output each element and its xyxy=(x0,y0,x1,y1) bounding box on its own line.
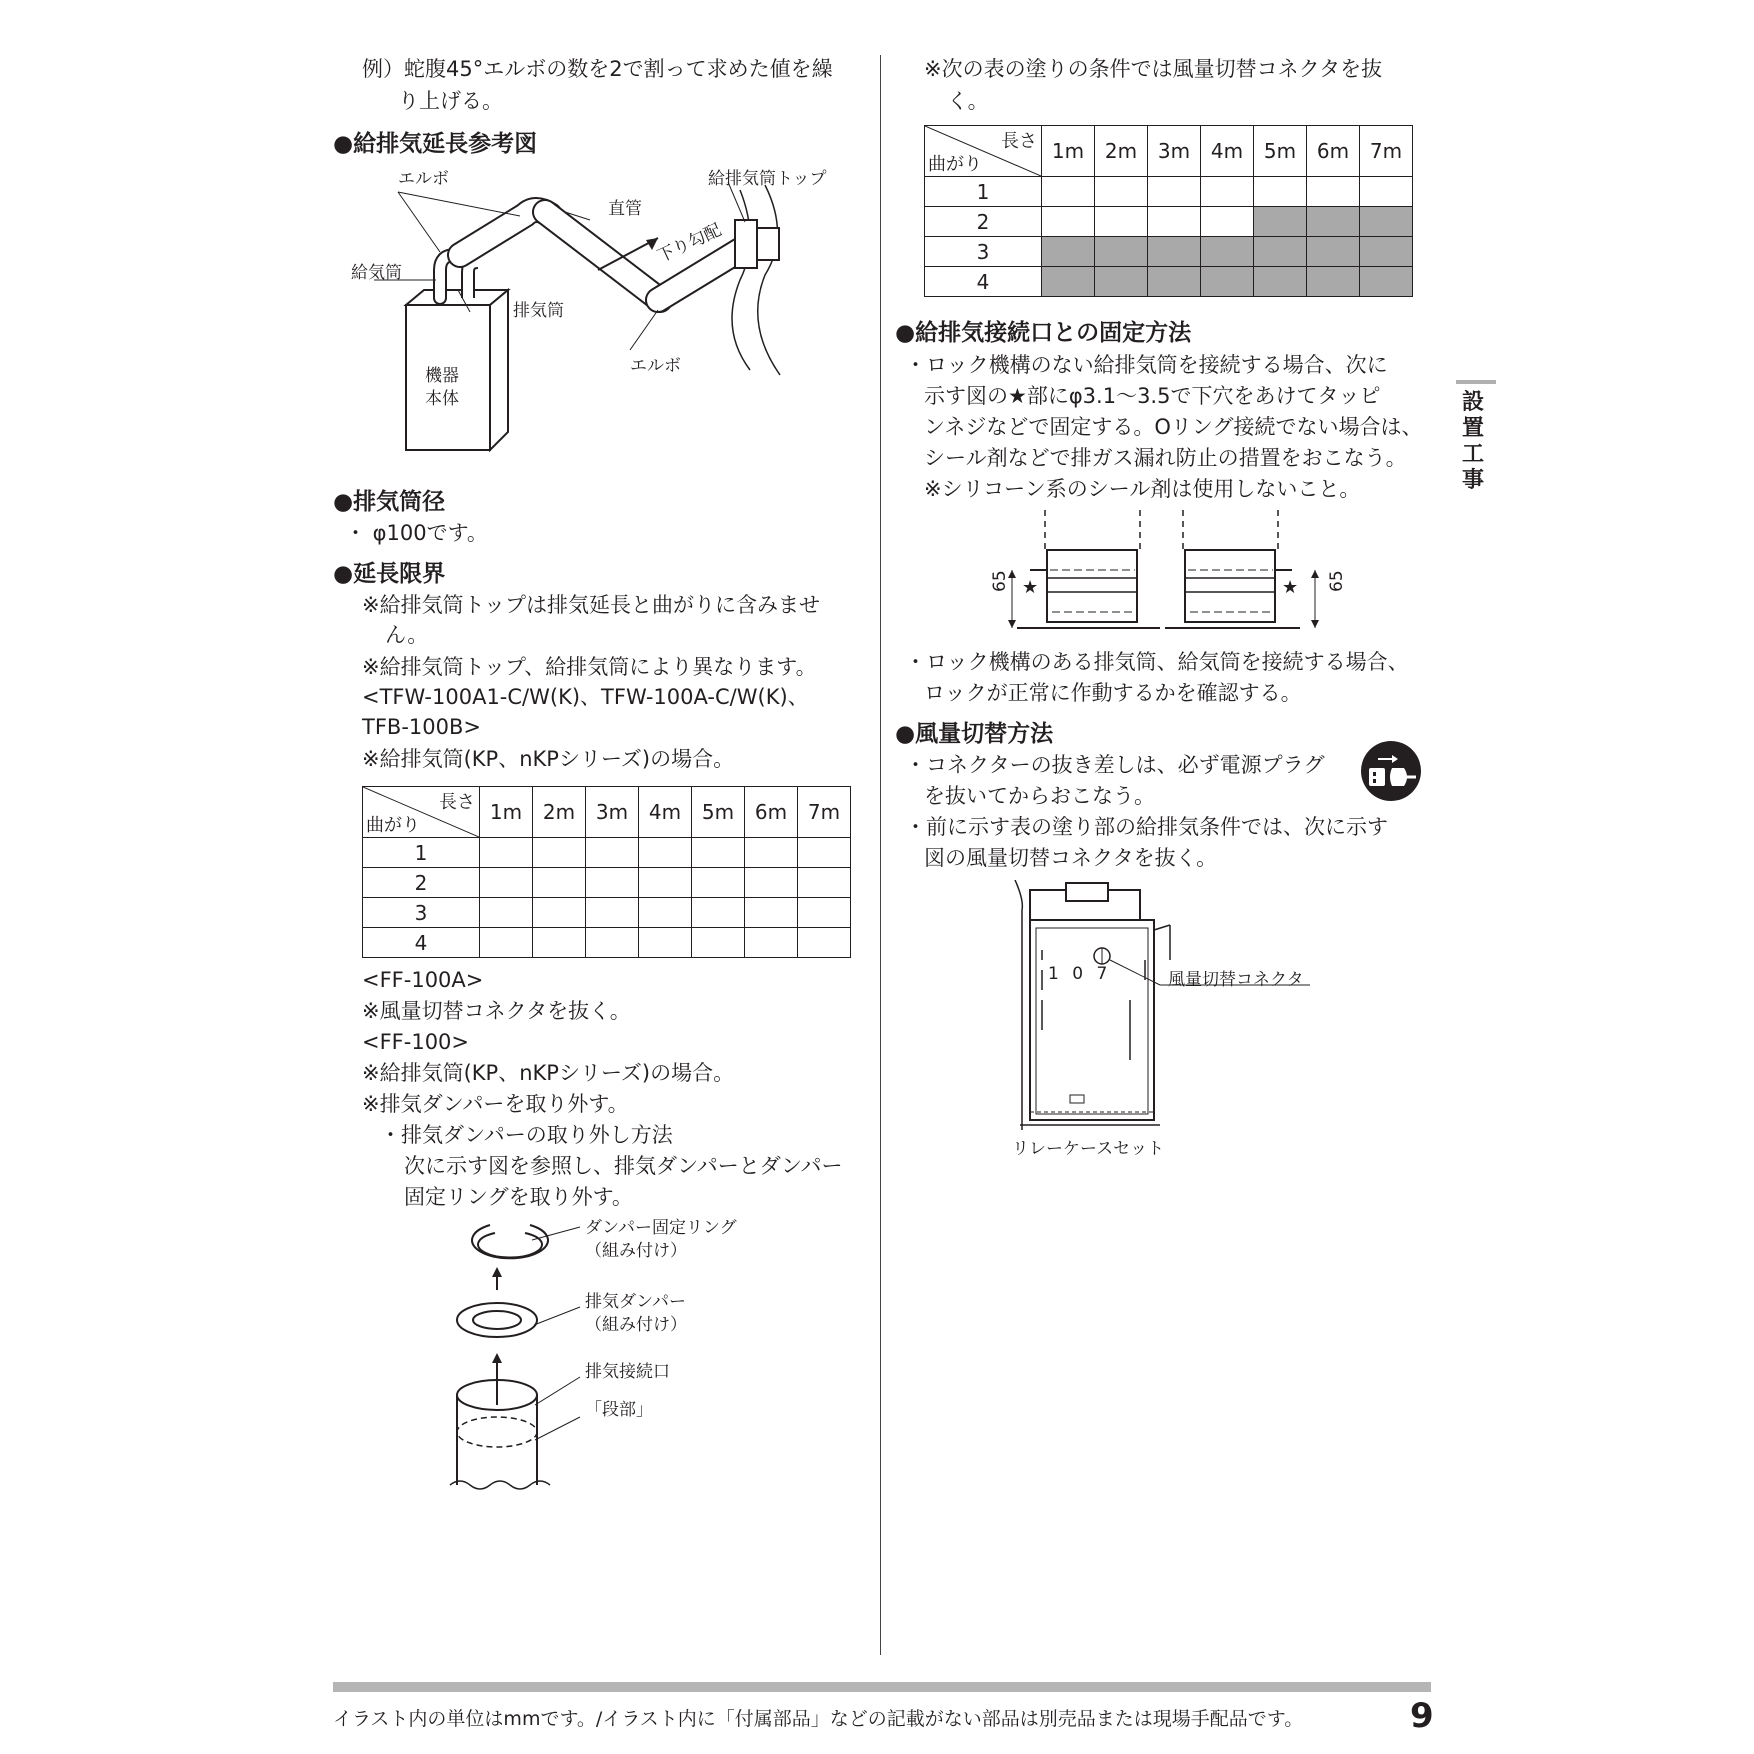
col-header: 7m xyxy=(1360,126,1413,177)
switch-line: を抜いてからおこなう。 xyxy=(924,784,1155,808)
label-exhaust-port: 排気接続口 xyxy=(585,1362,670,1382)
table-cell xyxy=(1360,177,1413,207)
col-header: 3m xyxy=(1148,126,1201,177)
fix-line: 示す図の★部にφ3.1〜3.5で下穴をあけてタッピ xyxy=(924,384,1381,408)
table-cell xyxy=(1095,207,1148,237)
label-relay-case: リレーケースセット xyxy=(1012,1139,1165,1159)
table-cell xyxy=(1042,177,1095,207)
table-cell xyxy=(639,838,692,868)
table-corner xyxy=(363,787,480,838)
label-down-slope: 下り勾配 xyxy=(654,220,725,268)
table-cell xyxy=(1254,207,1307,237)
label-damper-ring-1: ダンパー固定リング xyxy=(585,1218,737,1238)
fix-line: シール剤などで排ガス漏れ防止の措置をおこなう。 xyxy=(924,446,1407,470)
label-elbow-top: エルボ xyxy=(398,169,449,189)
table-cell xyxy=(1360,267,1413,297)
col-header: 1m xyxy=(480,787,533,838)
dimension-65-right: 65 xyxy=(1327,570,1347,592)
table-cell xyxy=(1201,267,1254,297)
col-header: 5m xyxy=(692,787,745,838)
lock-line: ・ロック機構のある排気筒、給気筒を接続する場合、 xyxy=(905,650,1409,674)
table-row xyxy=(363,868,851,898)
table-cell xyxy=(480,898,533,928)
switch-line: ・コネクターの抜き差しは、必ず電源プラグ xyxy=(905,753,1325,777)
table-cell xyxy=(639,868,692,898)
table-cell xyxy=(745,898,798,928)
after-table-line: ※風量切替コネクタを抜く。 xyxy=(362,999,631,1023)
right-note-line-1: ※次の表の塗りの条件では風量切替コネクタを抜 xyxy=(924,57,1383,81)
fixing-method-heading: ●給排気接続口との固定方法 xyxy=(895,320,1192,346)
table-cell xyxy=(1201,177,1254,207)
table-row xyxy=(363,928,851,958)
table-cell xyxy=(533,898,586,928)
table-cell xyxy=(1148,207,1201,237)
ref-diagram-heading: ●給排気延長参考図 xyxy=(333,131,538,157)
table-cell xyxy=(1254,267,1307,297)
row-header: 1 xyxy=(925,177,1042,207)
table-cell xyxy=(1360,207,1413,237)
after-table-line: ※排気ダンパーを取り外す。 xyxy=(362,1092,629,1116)
table-cell xyxy=(1307,177,1360,207)
extension-limit-heading: ●延長限界 xyxy=(333,561,446,587)
row-header: 4 xyxy=(925,267,1042,297)
label-straight-pipe: 直管 xyxy=(608,199,642,219)
label-intake-pipe: 給気筒 xyxy=(351,263,402,283)
label-damper-2: （組み付け） xyxy=(585,1315,687,1335)
table-cell xyxy=(1095,267,1148,297)
damper-removal-diagram xyxy=(440,1215,600,1505)
table-cell xyxy=(1307,237,1360,267)
table-cell xyxy=(639,898,692,928)
dimension-65-left: 65 xyxy=(990,570,1010,592)
row-header: 2 xyxy=(363,868,480,898)
star-mark-left: ★ xyxy=(1022,577,1039,598)
table-cell xyxy=(1095,237,1148,267)
col-header: 4m xyxy=(639,787,692,838)
row-header: 3 xyxy=(925,237,1042,267)
table-row xyxy=(363,838,851,868)
switch-line: ・前に示す表の塗り部の給排気条件では、次に示す xyxy=(905,815,1388,839)
label-unit-2: 本体 xyxy=(425,389,459,409)
unplug-icon xyxy=(1360,740,1422,802)
table-cell xyxy=(1201,237,1254,267)
limit-line: ※給排気筒トップ、給排気筒により異なります。 xyxy=(362,655,817,679)
side-tab-bar xyxy=(1456,380,1496,384)
table-cell xyxy=(1042,267,1095,297)
label-damper-1: 排気ダンパー xyxy=(585,1292,686,1312)
col-header: 6m xyxy=(1307,126,1360,177)
example-line-1: 例）蛇腹45°エルボの数を2で割って求めた値を繰 xyxy=(362,57,833,81)
after-table-line: ※給排気筒(KP、nKPシリーズ)の場合。 xyxy=(362,1061,735,1085)
board-number: 1 0 7 xyxy=(1048,964,1112,984)
table-cell xyxy=(1254,177,1307,207)
col-header: 2m xyxy=(533,787,586,838)
table-cell xyxy=(533,928,586,958)
table-cell xyxy=(1307,267,1360,297)
table-cell xyxy=(798,868,851,898)
col-header: 7m xyxy=(798,787,851,838)
damper-line: 固定リングを取り外す。 xyxy=(404,1185,633,1209)
row-header: 3 xyxy=(363,898,480,928)
label-step: 「段部」 xyxy=(585,1400,653,1420)
damper-line: 次に示す図を参照し、排気ダンパーとダンパー xyxy=(404,1154,843,1178)
table-row xyxy=(925,207,1413,237)
table-cell xyxy=(1148,177,1201,207)
label-damper-ring-2: （組み付け） xyxy=(585,1241,687,1261)
table-cell xyxy=(533,868,586,898)
footer-note: イラスト内の単位はmmです。/イラスト内に「付属部品」などの記載がない部品は別売品または現場手配品です。 xyxy=(333,1708,1304,1730)
label-pipe-top: 給排気筒トップ xyxy=(708,169,827,189)
table-cell xyxy=(1148,267,1201,297)
header-length: 長さ xyxy=(439,792,475,813)
airflow-switch-heading: ●風量切替方法 xyxy=(895,721,1054,747)
header-bends: 曲がり xyxy=(928,154,982,175)
extension-limit-table-left xyxy=(362,786,851,958)
table-cell xyxy=(1148,237,1201,267)
pipe-diameter-text: ・ φ100です。 xyxy=(345,521,488,545)
table-cell xyxy=(533,838,586,868)
label-unit-1: 機器 xyxy=(425,366,459,386)
table-corner xyxy=(925,126,1042,177)
table-cell xyxy=(798,838,851,868)
right-note-line-2: く。 xyxy=(947,89,989,113)
limit-line: ※給排気筒(KP、nKPシリーズ)の場合。 xyxy=(362,747,735,771)
table-cell xyxy=(480,868,533,898)
row-header: 2 xyxy=(925,207,1042,237)
table-cell xyxy=(692,928,745,958)
table-cell xyxy=(1307,207,1360,237)
col-header: 3m xyxy=(586,787,639,838)
row-header: 4 xyxy=(363,928,480,958)
limit-line: ※給排気筒トップは排気延長と曲がりに含みませ xyxy=(362,593,820,617)
after-table-line: <FF-100> xyxy=(362,1030,470,1054)
switch-line: 図の風量切替コネクタを抜く。 xyxy=(924,846,1218,870)
header-bends: 曲がり xyxy=(366,815,420,836)
col-header: 6m xyxy=(745,787,798,838)
relay-case-diagram xyxy=(1010,880,1330,1140)
label-exhaust-pipe: 排気筒 xyxy=(513,301,564,321)
table-cell xyxy=(480,928,533,958)
fixing-diagram xyxy=(990,510,1340,640)
col-header: 2m xyxy=(1095,126,1148,177)
lock-line: ロックが正常に作動するかを確認する。 xyxy=(924,681,1302,705)
limit-line: TFB-100B> xyxy=(362,715,481,739)
table-cell xyxy=(586,868,639,898)
table-cell xyxy=(586,898,639,928)
extension-reference-diagram xyxy=(340,160,860,480)
column-divider xyxy=(880,55,881,1655)
table-cell xyxy=(1254,237,1307,267)
page-number: 9 xyxy=(1410,1696,1434,1736)
table-cell xyxy=(745,838,798,868)
table-row xyxy=(925,177,1413,207)
table-cell xyxy=(1042,237,1095,267)
table-cell xyxy=(692,838,745,868)
fix-line: ※シリコーン系のシール剤は使用しないこと。 xyxy=(924,477,1361,501)
table-row xyxy=(925,267,1413,297)
side-tab-label: 設置工事 xyxy=(1462,390,1485,493)
star-mark-right: ★ xyxy=(1282,577,1299,598)
table-cell xyxy=(692,898,745,928)
header-length: 長さ xyxy=(1001,131,1037,152)
table-cell xyxy=(798,928,851,958)
label-airflow-connector: 風量切替コネクタ xyxy=(1168,970,1304,990)
table-cell xyxy=(798,898,851,928)
label-elbow-bottom: エルボ xyxy=(630,356,681,376)
extension-limit-table-right xyxy=(924,125,1413,297)
table-cell xyxy=(1360,237,1413,267)
example-line-2: り上げる。 xyxy=(398,89,503,113)
table-cell xyxy=(586,928,639,958)
table-cell xyxy=(480,838,533,868)
after-table-line: <FF-100A> xyxy=(362,968,484,992)
col-header: 4m xyxy=(1201,126,1254,177)
table-row xyxy=(363,898,851,928)
col-header: 5m xyxy=(1254,126,1307,177)
limit-line: <TFW-100A1-C/W(K)、TFW-100A-C/W(K)、 xyxy=(362,685,809,709)
damper-line: ・排気ダンパーの取り外し方法 xyxy=(380,1123,673,1147)
table-cell xyxy=(692,868,745,898)
col-header: 1m xyxy=(1042,126,1095,177)
fix-line: ンネジなどで固定する。Oリング接続でない場合は、 xyxy=(924,415,1423,439)
table-cell xyxy=(745,868,798,898)
fix-line: ・ロック機構のない給排気筒を接続する場合、次に xyxy=(905,353,1388,377)
table-cell xyxy=(1042,207,1095,237)
table-cell xyxy=(1201,207,1254,237)
table-row xyxy=(925,237,1413,267)
footer-bar xyxy=(333,1682,1431,1692)
table-cell xyxy=(639,928,692,958)
limit-line: ん。 xyxy=(385,623,429,647)
pipe-diameter-heading: ●排気筒径 xyxy=(333,489,446,515)
table-cell xyxy=(586,838,639,868)
row-header: 1 xyxy=(363,838,480,868)
table-cell xyxy=(745,928,798,958)
table-cell xyxy=(1095,177,1148,207)
